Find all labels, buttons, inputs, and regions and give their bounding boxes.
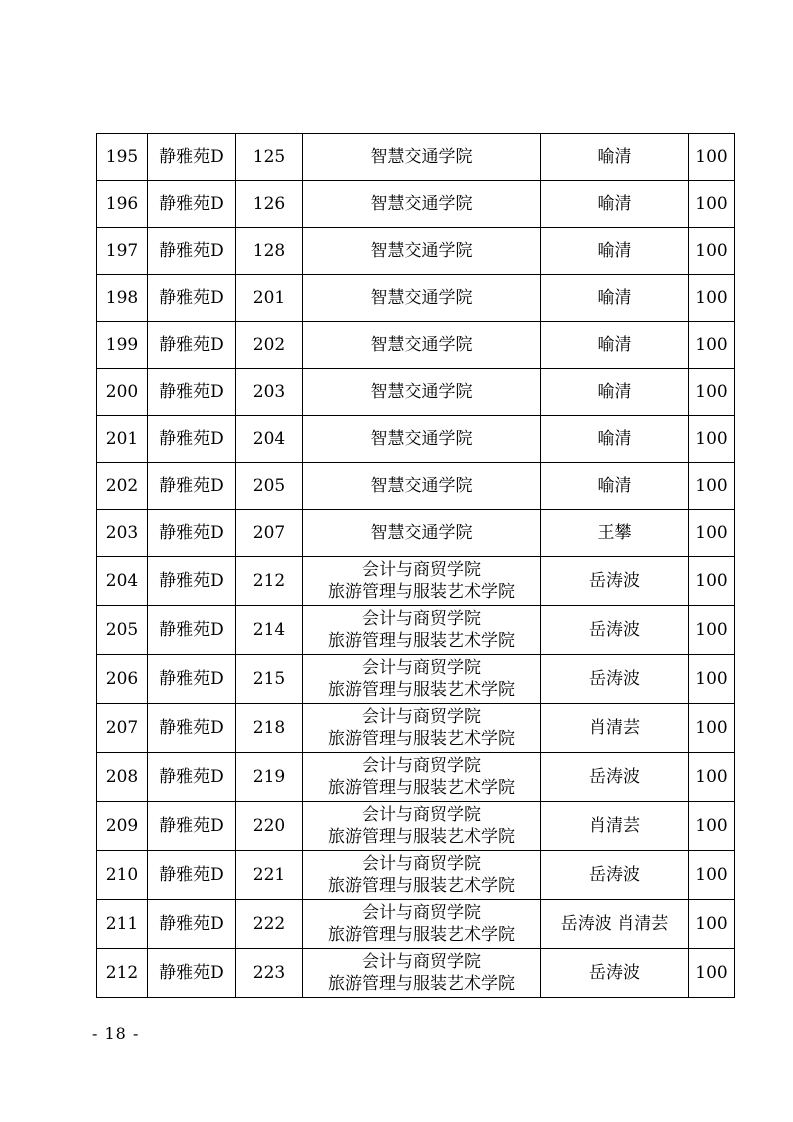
college-name: 会计与商贸学院 xyxy=(362,756,481,776)
row-index-cell: 212 xyxy=(97,949,148,998)
table-row xyxy=(97,181,735,228)
college-cell xyxy=(303,181,541,228)
college-cell xyxy=(303,949,541,998)
room-number-cell: 221 xyxy=(236,851,303,900)
room-number-cell: 215 xyxy=(236,655,303,704)
room-number-cell: 222 xyxy=(236,900,303,949)
row-index-cell: 206 xyxy=(97,655,148,704)
table-row xyxy=(97,463,735,510)
building-cell: 静雅苑D xyxy=(148,802,236,851)
score-cell: 100 xyxy=(689,802,735,851)
row-index-cell: 203 xyxy=(97,510,148,557)
college-name: 旅游管理与服装艺术学院 xyxy=(328,925,515,945)
row-index-cell: 205 xyxy=(97,606,148,655)
score-cell: 100 xyxy=(689,134,735,181)
room-number-cell: 202 xyxy=(236,322,303,369)
building-cell: 静雅苑D xyxy=(148,181,236,228)
building-cell: 静雅苑D xyxy=(148,949,236,998)
room-number-cell: 219 xyxy=(236,753,303,802)
room-number-cell: 126 xyxy=(236,181,303,228)
inspector-cell: 岳涛波 xyxy=(541,655,689,704)
row-index-cell: 201 xyxy=(97,416,148,463)
score-cell: 100 xyxy=(689,416,735,463)
college-name: 旅游管理与服装艺术学院 xyxy=(328,827,515,847)
building-cell: 静雅苑D xyxy=(148,557,236,606)
inspector-cell: 岳涛波 xyxy=(541,557,689,606)
building-cell: 静雅苑D xyxy=(148,851,236,900)
score-cell: 100 xyxy=(689,510,735,557)
row-index-cell: 198 xyxy=(97,275,148,322)
row-index-cell: 208 xyxy=(97,753,148,802)
inspector-cell: 岳涛波 xyxy=(541,851,689,900)
table-row xyxy=(97,900,735,949)
inspector-cell: 喻清 xyxy=(541,322,689,369)
college-name: 旅游管理与服装艺术学院 xyxy=(328,876,515,896)
college-name: 智慧交通学院 xyxy=(370,288,473,308)
college-name: 会计与商贸学院 xyxy=(362,609,481,629)
table-row xyxy=(97,134,735,181)
score-cell: 100 xyxy=(689,322,735,369)
inspection-table xyxy=(96,133,735,998)
college-cell xyxy=(303,851,541,900)
college-cell xyxy=(303,900,541,949)
table-row xyxy=(97,851,735,900)
college-name: 旅游管理与服装艺术学院 xyxy=(328,680,515,700)
inspector-cell: 岳涛波 肖清芸 xyxy=(541,900,689,949)
college-cell xyxy=(303,802,541,851)
room-number-cell: 220 xyxy=(236,802,303,851)
building-cell: 静雅苑D xyxy=(148,369,236,416)
college-name: 会计与商贸学院 xyxy=(362,805,481,825)
room-number-cell: 214 xyxy=(236,606,303,655)
row-index-cell: 195 xyxy=(97,134,148,181)
score-cell: 100 xyxy=(689,369,735,416)
row-index-cell: 209 xyxy=(97,802,148,851)
row-index-cell: 204 xyxy=(97,557,148,606)
college-name: 会计与商贸学院 xyxy=(362,658,481,678)
score-cell: 100 xyxy=(689,606,735,655)
college-name: 旅游管理与服装艺术学院 xyxy=(328,631,515,651)
row-index-cell: 196 xyxy=(97,181,148,228)
room-number-cell: 128 xyxy=(236,228,303,275)
inspector-cell: 喻清 xyxy=(541,228,689,275)
score-cell: 100 xyxy=(689,275,735,322)
room-number-cell: 201 xyxy=(236,275,303,322)
inspector-cell: 喻清 xyxy=(541,463,689,510)
college-name: 会计与商贸学院 xyxy=(362,854,481,874)
table-row xyxy=(97,606,735,655)
college-cell xyxy=(303,704,541,753)
page-number: - 18 - xyxy=(92,1024,140,1043)
score-cell: 100 xyxy=(689,753,735,802)
table-row xyxy=(97,655,735,704)
college-name: 智慧交通学院 xyxy=(370,523,473,543)
building-cell: 静雅苑D xyxy=(148,463,236,510)
room-number-cell: 205 xyxy=(236,463,303,510)
college-name: 旅游管理与服装艺术学院 xyxy=(328,582,515,602)
score-cell: 100 xyxy=(689,949,735,998)
college-name: 智慧交通学院 xyxy=(370,382,473,402)
college-name: 智慧交通学院 xyxy=(370,194,473,214)
table-row xyxy=(97,510,735,557)
inspector-cell: 喻清 xyxy=(541,275,689,322)
inspector-cell: 岳涛波 xyxy=(541,753,689,802)
building-cell: 静雅苑D xyxy=(148,322,236,369)
row-index-cell: 197 xyxy=(97,228,148,275)
table-row xyxy=(97,322,735,369)
college-cell xyxy=(303,228,541,275)
college-name: 旅游管理与服装艺术学院 xyxy=(328,778,515,798)
score-cell: 100 xyxy=(689,851,735,900)
room-number-cell: 223 xyxy=(236,949,303,998)
college-name: 智慧交通学院 xyxy=(370,429,473,449)
inspector-cell: 岳涛波 xyxy=(541,949,689,998)
inspector-cell: 王攀 xyxy=(541,510,689,557)
score-cell: 100 xyxy=(689,181,735,228)
table-row xyxy=(97,275,735,322)
inspector-cell: 肖清芸 xyxy=(541,802,689,851)
score-cell: 100 xyxy=(689,704,735,753)
building-cell: 静雅苑D xyxy=(148,275,236,322)
building-cell: 静雅苑D xyxy=(148,753,236,802)
college-name: 会计与商贸学院 xyxy=(362,952,481,972)
building-cell: 静雅苑D xyxy=(148,510,236,557)
college-cell xyxy=(303,275,541,322)
room-number-cell: 203 xyxy=(236,369,303,416)
college-name: 会计与商贸学院 xyxy=(362,560,481,580)
college-cell xyxy=(303,322,541,369)
building-cell: 静雅苑D xyxy=(148,134,236,181)
college-cell xyxy=(303,463,541,510)
building-cell: 静雅苑D xyxy=(148,704,236,753)
college-cell xyxy=(303,557,541,606)
score-cell: 100 xyxy=(689,900,735,949)
inspector-cell: 喻清 xyxy=(541,181,689,228)
score-cell: 100 xyxy=(689,228,735,275)
college-name: 会计与商贸学院 xyxy=(362,707,481,727)
inspector-cell: 喻清 xyxy=(541,416,689,463)
college-cell xyxy=(303,134,541,181)
row-index-cell: 199 xyxy=(97,322,148,369)
table-row xyxy=(97,802,735,851)
row-index-cell: 202 xyxy=(97,463,148,510)
room-number-cell: 207 xyxy=(236,510,303,557)
building-cell: 静雅苑D xyxy=(148,655,236,704)
table-row xyxy=(97,557,735,606)
building-cell: 静雅苑D xyxy=(148,416,236,463)
college-name: 智慧交通学院 xyxy=(370,241,473,261)
college-name: 智慧交通学院 xyxy=(370,335,473,355)
row-index-cell: 207 xyxy=(97,704,148,753)
college-cell xyxy=(303,510,541,557)
score-cell: 100 xyxy=(689,557,735,606)
inspector-cell: 岳涛波 xyxy=(541,606,689,655)
college-name: 旅游管理与服装艺术学院 xyxy=(328,729,515,749)
college-cell xyxy=(303,655,541,704)
college-name: 智慧交通学院 xyxy=(370,147,473,167)
table-row xyxy=(97,949,735,998)
college-cell xyxy=(303,753,541,802)
college-cell xyxy=(303,369,541,416)
college-cell xyxy=(303,606,541,655)
score-cell: 100 xyxy=(689,655,735,704)
room-number-cell: 204 xyxy=(236,416,303,463)
table-row xyxy=(97,416,735,463)
row-index-cell: 210 xyxy=(97,851,148,900)
college-cell xyxy=(303,416,541,463)
inspector-cell: 喻清 xyxy=(541,134,689,181)
college-name: 旅游管理与服装艺术学院 xyxy=(328,974,515,994)
room-number-cell: 125 xyxy=(236,134,303,181)
room-number-cell: 218 xyxy=(236,704,303,753)
college-name: 会计与商贸学院 xyxy=(362,903,481,923)
table-row xyxy=(97,753,735,802)
inspector-cell: 肖清芸 xyxy=(541,704,689,753)
building-cell: 静雅苑D xyxy=(148,228,236,275)
score-cell: 100 xyxy=(689,463,735,510)
row-index-cell: 211 xyxy=(97,900,148,949)
row-index-cell: 200 xyxy=(97,369,148,416)
room-number-cell: 212 xyxy=(236,557,303,606)
inspector-cell: 喻清 xyxy=(541,369,689,416)
college-name: 智慧交通学院 xyxy=(370,476,473,496)
building-cell: 静雅苑D xyxy=(148,900,236,949)
table-row xyxy=(97,704,735,753)
table-row xyxy=(97,369,735,416)
building-cell: 静雅苑D xyxy=(148,606,236,655)
table-row xyxy=(97,228,735,275)
